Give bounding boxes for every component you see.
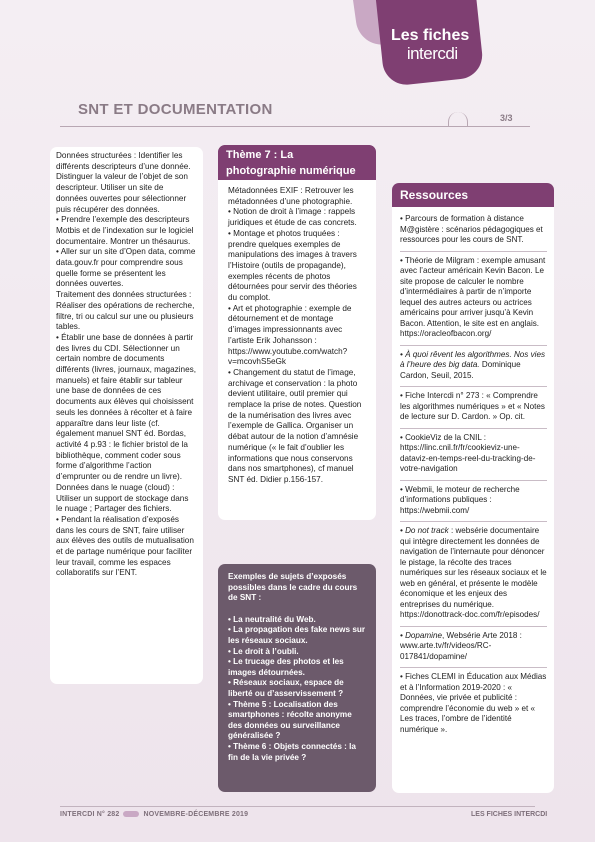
resource-italic: • À quoi rêvent les algorithmes. Nos vies à l’heure des big data. bbox=[400, 349, 545, 369]
resource-text: , Websérie Arte 2018 : www.arte.tv/fr/videos/RC-017841/dopamine/ bbox=[400, 630, 522, 661]
resource-italic: • Do not track bbox=[400, 526, 449, 535]
footer-divider bbox=[60, 806, 535, 807]
left-column-card bbox=[50, 147, 203, 684]
list-item: • La propagation des fake news sur les réseaux sociaux. bbox=[228, 625, 366, 645]
theme7-card bbox=[218, 145, 376, 520]
resource-text: : websérie documentaire qui intègre directement les données de navigation de l’internaute pour dénoncer le pistage, la récolte des traces numériques sur les réseaux sociaux et le web en général, et présente le modèle économique et les enjeux des entreprises du numérique. https://donottrack-doc.com/fr/episodes/ bbox=[400, 526, 547, 619]
logo-line2: intercdi bbox=[406, 43, 458, 63]
footer-series: LES FICHES INTERCDI bbox=[471, 811, 548, 818]
resource-item bbox=[400, 627, 547, 669]
resource-text: • Fiches CLEMI in Éducation aux Médias et à l’Information 2019-2020 : « Données, vie privée et publicité : comprendre l’économie du web » et « Les traces, l’ombre de l’identité numérique ». bbox=[400, 672, 547, 734]
footer-issue-number: INTERCDI N° 282 bbox=[60, 811, 120, 818]
list-item: • Le trucage des photos et les images détournées. bbox=[228, 657, 344, 677]
resource-text: • Fiche Intercdi n° 273 : « Comprendre les algorithmes numériques » et « Notes de lecture sur D. Cardon. » Op. cit. bbox=[400, 391, 545, 421]
paragraph: • Art et photographie : exemple de détournement et de montage d’images impressionnants avec l’artiste Erik Johansson : https://www.youtube.com/watch?v=mcovhS5eGk bbox=[228, 303, 352, 367]
list-item: • Thème 6 : Objets connectés : la fin de la vie privée ? bbox=[228, 741, 356, 762]
resource-item bbox=[400, 429, 547, 481]
resources-card bbox=[392, 183, 554, 793]
list-item: • Le droit à l’oubli. bbox=[228, 646, 299, 656]
examples-title: Exemples de sujets d’exposés possibles dans le cadre du cours de SNT : bbox=[228, 572, 358, 603]
resource-text: • Webmii, le moteur de recherche d’informations publiques : https://webmii.com/ bbox=[400, 484, 520, 515]
resource-text: • Théorie de Milgram : exemple amusant avec l’acteur américain Kevin Bacon. Le site propose de calculer le nombre d’intermédiaires à partir de n’importe lequel des autres acteurs ou actrices américains pour arriver jusqu’à Kevin Bacon. Attention, le site est en anglais. https://oracleofbacon.org/ bbox=[400, 255, 546, 338]
footer-separator bbox=[123, 811, 139, 817]
page-number: 3/3 bbox=[500, 113, 513, 123]
paragraph: Métadonnées EXIF : Retrouver les métadonnées d’une photographie. bbox=[228, 186, 354, 206]
resource-item bbox=[400, 522, 547, 627]
paragraph: • Montage et photos truquées : prendre quelques exemples de manipulations des images à travers l’Histoire (outils de propagande), exemples récents de photos détournées pour servir des théories du complot. bbox=[228, 228, 357, 303]
paragraph: Traitement des données structurées : Réaliser des opérations de recherche, filtre, tri ou calcul sur une ou plusieurs tables. bbox=[56, 290, 195, 332]
resources-title: Ressources bbox=[392, 183, 554, 207]
footer-issue bbox=[60, 811, 248, 818]
header-divider bbox=[60, 126, 530, 127]
logo-line1: Les fiches bbox=[390, 26, 470, 44]
resource-text: • CookieViz de la CNIL : https://linc.cnil.fr/fr/cookieviz-une-dataviz-en-temps-reel-du-tracking-de-votre-navigation bbox=[400, 432, 536, 473]
paragraph: • Notion de droit à l’image : rappels juridiques et étude de cas concrets. bbox=[228, 207, 357, 228]
list-item: • La neutralité du Web. bbox=[228, 614, 316, 624]
resource-text: • Parcours de formation à distance M@gistère : scénarios pédagogiques et ressources pour les cours de SNT. bbox=[400, 214, 543, 244]
list-item: • Thème 5 : Localisation des smartphones : récolte anonyme des données ou surveillance généralisée ? bbox=[228, 699, 352, 741]
theme7-title-line2: photographie numérique bbox=[218, 165, 376, 180]
footer-date: NOVEMBRE-DÉCEMBRE 2019 bbox=[143, 811, 249, 818]
intercdi-logo bbox=[375, 0, 484, 87]
resource-italic: • Dopamine bbox=[400, 630, 442, 640]
paragraph: • Prendre l’exemple des descripteurs Motbis et de l’indexation sur le logiciel documentaire. Montrer un thésaurus. bbox=[56, 215, 194, 246]
header-notch bbox=[448, 112, 468, 127]
paragraph: • Changement du statut de l’image, archivage et conservation : la photo devient utilitaire, outil premier qui remplace la prise de notes. Question de la numérisation des livres avec l’exemple de Gallica. Organiser un débat autour de la notion d’amnésie numérique (« le fait d’oublier les informations que nous conservons dans nos smartphones), cf manuel SNT éd. Didier p.156-157. bbox=[228, 367, 362, 484]
resource-text: Dominique Cardon, Seuil, 2015. bbox=[400, 360, 521, 380]
page-title: SNT ET DOCUMENTATION bbox=[78, 101, 273, 118]
paragraph: • Pendant la réalisation d’exposés dans les cours de SNT, faire utiliser aux élèves des outils de mutualisation et de partage numérique pour faciliter leur travail, comme les espaces collaboratifs sur l’ENT. bbox=[56, 514, 194, 578]
theme7-body bbox=[218, 180, 376, 492]
paragraph: • Établir une base de données à partir des livres du CDI. Sélectionner un certain nombre de documents différents (livres, journaux, magazines, manuels) et faire établir sur tableur une base de données de ces documents aux élèves qui choisissent seuls les données à récolter et à faire apparaître dans leur liste (cf. également manuel SNT éd. Bordas, activité 4 p.93 : le fichier bristol de la bibliothèque, comment coder sous forme d’algorithme l’action d’emprunter ou de rendre un livre). bbox=[56, 332, 197, 482]
resource-item bbox=[400, 252, 547, 346]
examples-box bbox=[218, 564, 376, 792]
resources-list bbox=[392, 207, 554, 744]
resource-item bbox=[400, 346, 547, 388]
paragraph: • Aller sur un site d’Open data, comme data.gouv.fr pour comprendre sous quelle forme se présentent les données ouvertes. bbox=[56, 247, 196, 289]
theme7-title-line1: Thème 7 : La bbox=[218, 145, 376, 165]
resource-item bbox=[400, 214, 547, 252]
resource-item bbox=[400, 481, 547, 523]
paragraph: Données dans le nuage (cloud) : Utiliser un support de stockage dans le nuage ; Partager des fichiers. bbox=[56, 482, 189, 514]
resource-item bbox=[400, 668, 547, 740]
theme7-header bbox=[218, 145, 376, 180]
resource-item bbox=[400, 387, 547, 429]
paragraph: Données structurées : Identifier les différents descripteurs d’une donnée. Distinguer la valeur de l’objet de son descripteur. Utiliser un site de données ouvertes pour sélectionner puis récupérer des données. bbox=[56, 151, 191, 214]
list-item: • Réseaux sociaux, espace de liberté ou d’asservissement ? bbox=[228, 678, 344, 698]
